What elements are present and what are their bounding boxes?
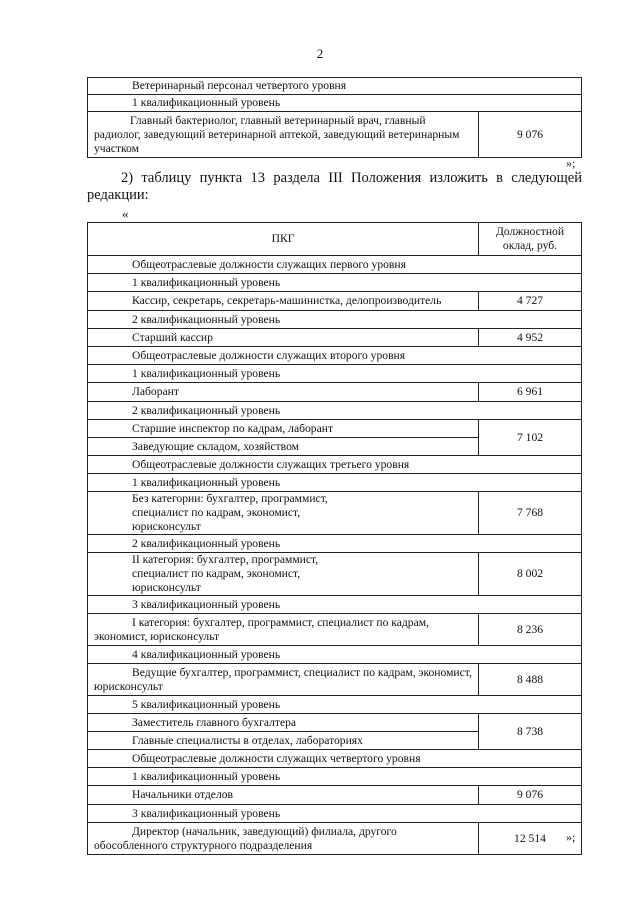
- table-row: [88, 95, 582, 112]
- closing-quote: »;: [566, 830, 576, 844]
- position-cell: Старшие инспектор по кадрам, лаборант: [88, 420, 479, 438]
- table-row: [88, 596, 582, 614]
- level-cell: 4 квалификационный уровень: [88, 646, 582, 664]
- position-cell: Заместитель главного бухгалтера: [88, 714, 479, 732]
- position-cell: II категория: бухгалтер, программист, специалист по кадрам, экономист, юрисконсульт: [88, 553, 479, 596]
- table-row: [88, 750, 582, 768]
- table-salaries: [87, 222, 582, 855]
- opening-quote: «: [122, 206, 129, 221]
- level-cell: 1 квалификационный уровень: [88, 95, 582, 112]
- header-salary: Должностной оклад, руб.: [479, 223, 582, 256]
- group-cell: Общеотраслевые должности служащих второго уровня: [88, 347, 582, 365]
- position-cell: Без категории: бухгалтер, программист, специалист по кадрам, экономист, юрисконсульт: [88, 492, 479, 535]
- paragraph-text: 2) таблицу пункта 13 раздела III Положения изложить в следующей редакции:: [87, 170, 582, 203]
- table-row: [88, 78, 582, 95]
- position-cell: Главные специалисты в отделах, лабораториях: [88, 732, 479, 750]
- level-cell: 2 квалификационный уровень: [88, 535, 582, 553]
- level-cell: 3 квалификационный уровень: [88, 805, 582, 823]
- position-cell: Лаборант: [88, 383, 479, 402]
- position-cell: [88, 664, 479, 696]
- salary-cell: 6 961: [479, 383, 582, 402]
- position-text: Главный бактериолог, главный ветеринарный врач, главный радиолог, заведующий ветеринарной аптекой, заведующий ветеринарным участком: [94, 113, 460, 155]
- page-number: 2: [316, 46, 324, 61]
- position-cell: Начальники отделов: [88, 786, 479, 805]
- position-cell: [88, 112, 479, 158]
- table-row: [88, 646, 582, 664]
- table-row: [88, 112, 582, 158]
- table-row: [88, 383, 582, 402]
- table-row: [88, 535, 582, 553]
- position-text: I категория: бухгалтер, программист, специалист по кадрам, экономист, юрисконсульт: [94, 615, 429, 643]
- table-row: [88, 347, 582, 365]
- level-cell: 2 квалификационный уровень: [88, 311, 582, 329]
- table-row: [88, 492, 582, 535]
- table-row: [88, 614, 582, 646]
- group-cell: Общеотраслевые должности служащих первого уровня: [88, 256, 582, 274]
- table-row: [88, 402, 582, 420]
- table-row: [88, 292, 582, 311]
- level-cell: 1 квалификационный уровень: [88, 768, 582, 786]
- salary-cell: 8 236: [479, 614, 582, 646]
- position-text: Ведущие бухгалтер, программист, специалист по кадрам, экономист, юрисконсульт: [94, 665, 472, 693]
- level-cell: 2 квалификационный уровень: [88, 402, 582, 420]
- group-cell: Общеотраслевые должности служащих четвертого уровня: [88, 750, 582, 768]
- position-text: Директор (начальник, заведующий) филиала, другого обособленного структурного подразделения: [94, 824, 397, 852]
- group-cell: Общеотраслевые должности служащих третьего уровня: [88, 456, 582, 474]
- group-cell: Ветеринарный персонал четвертого уровня: [88, 78, 582, 95]
- level-cell: 3 квалификационный уровень: [88, 596, 582, 614]
- table-row: [88, 274, 582, 292]
- level-cell: 1 квалификационный уровень: [88, 274, 582, 292]
- salary-cell: 8 002: [479, 553, 582, 596]
- table-row: [88, 786, 582, 805]
- position-cell: Заведующие складом, хозяйством: [88, 438, 479, 456]
- level-cell: 5 квалификационный уровень: [88, 696, 582, 714]
- salary-cell: 9 076: [479, 112, 582, 158]
- salary-cell: 12 514: [479, 823, 582, 855]
- table-row: [88, 768, 582, 786]
- salary-cell: 4 952: [479, 329, 582, 347]
- level-cell: 1 квалификационный уровень: [88, 365, 582, 383]
- table-row: [88, 329, 582, 347]
- table-row: [88, 311, 582, 329]
- table-row: [88, 456, 582, 474]
- table-row: [88, 365, 582, 383]
- salary-cell: 8 488: [479, 664, 582, 696]
- table-veterinary: [87, 77, 582, 158]
- table-row: [88, 714, 582, 732]
- position-cell: Кассир, секретарь, секретарь-машинистка, делопроизводитель: [88, 292, 479, 311]
- amendment-paragraph: [87, 170, 582, 204]
- table-row: [88, 474, 582, 492]
- table-row: [88, 823, 582, 855]
- table-row: [88, 553, 582, 596]
- position-cell: [88, 614, 479, 646]
- table-header-row: [88, 223, 582, 256]
- table-row: [88, 664, 582, 696]
- table-row: [88, 696, 582, 714]
- table-row: [88, 420, 582, 438]
- header-pkg: ПКГ: [88, 223, 479, 256]
- position-cell: [88, 823, 479, 855]
- salary-cell: 8 738: [479, 714, 582, 750]
- salary-cell: 7 768: [479, 492, 582, 535]
- table-row: [88, 256, 582, 274]
- salary-cell: 7 102: [479, 420, 582, 456]
- level-cell: 1 квалификационный уровень: [88, 474, 582, 492]
- salary-cell: 9 076: [479, 786, 582, 805]
- closing-quote: »;: [566, 156, 576, 170]
- table-row: [88, 805, 582, 823]
- position-cell: Старший кассир: [88, 329, 479, 347]
- salary-cell: 4 727: [479, 292, 582, 311]
